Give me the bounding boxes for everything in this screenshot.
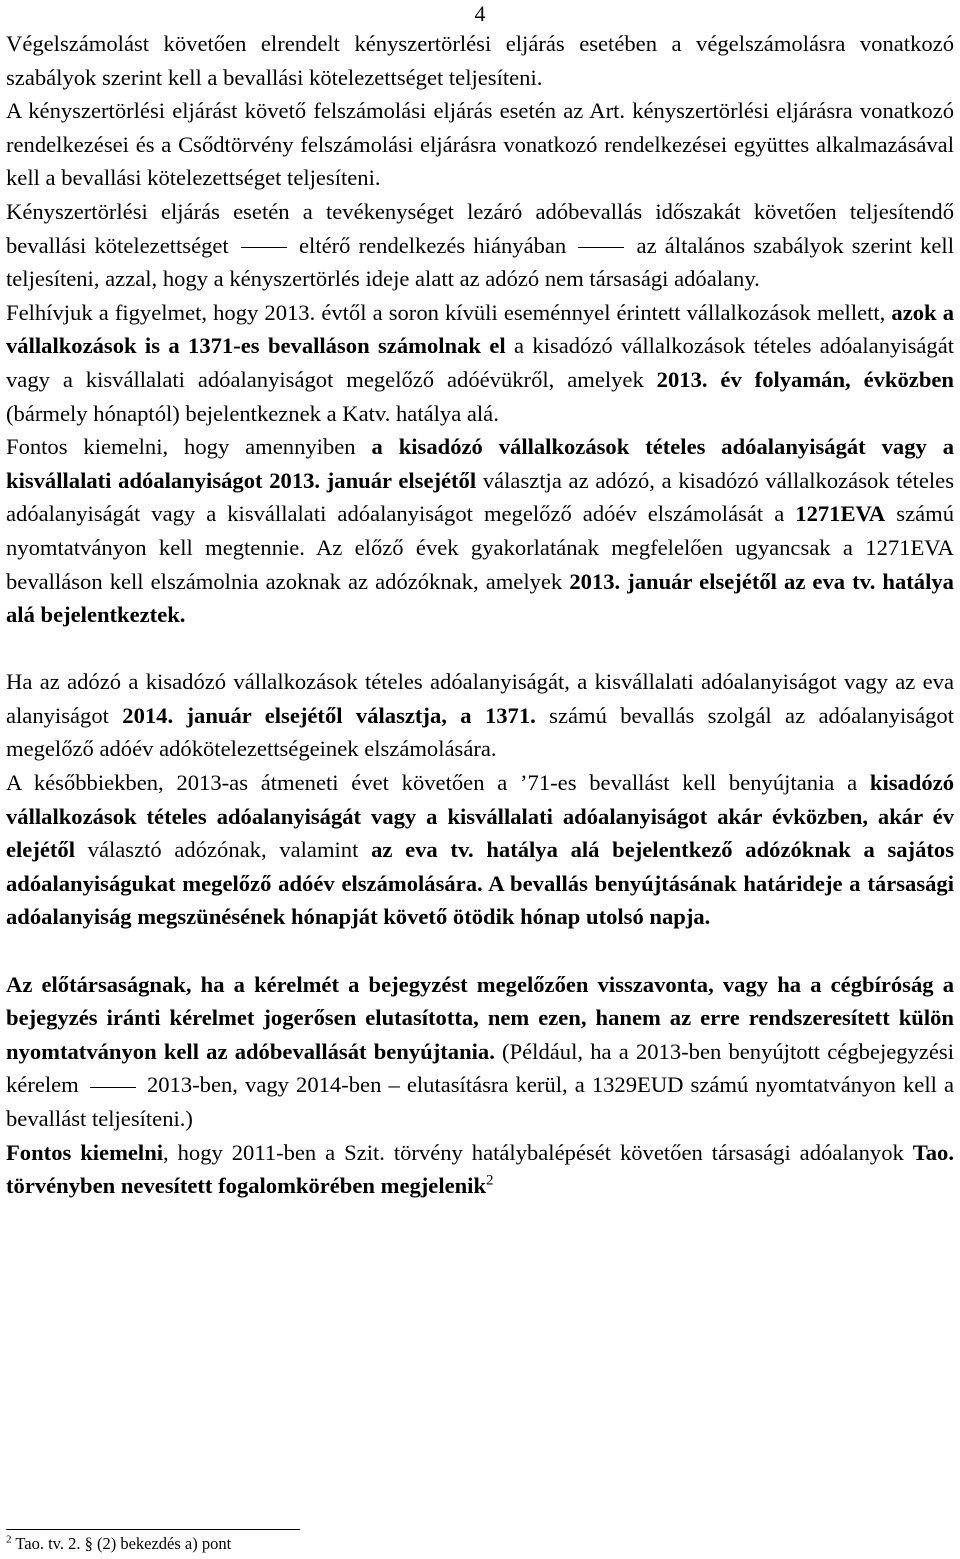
p4-text-a: Felhívjuk a figyelmet, hogy 2013. évtől a soron kívüli eseménnyel érintett vállalkozások mellett, bbox=[6, 299, 892, 325]
p4-bold-b: azok a vállalkozások is a 1371-es bevalláson számolnak el bbox=[6, 299, 954, 359]
p7-text-a: A későbbiekben, 2013-as átmeneti évet követően a ’71-es bevallást kell benyújtania a bbox=[6, 770, 870, 796]
paragraph-8 bbox=[6, 968, 954, 1136]
em-dash bbox=[90, 1087, 136, 1088]
footnote-reference[interactable]: 2 bbox=[486, 1172, 494, 1189]
p3-text-b: eltérő rendelkezés hiányában bbox=[299, 232, 567, 258]
p3-text-a: Kényszertörlési eljárás esetén a tevékenységet lezáró adóbevallás időszakát követően teljesítendő bevallási kötelezettséget bbox=[6, 198, 954, 258]
footnote-divider bbox=[6, 1529, 300, 1530]
footnote bbox=[6, 1533, 231, 1555]
p9-bold-c: Tao. törvényben nevesített fogalomkörében megjelenik bbox=[6, 1139, 955, 1199]
p7-bold-d: az eva tv. hatálya alá bejelentkező adózóknak a sajátos adóalanyiságukat megelőző adóév elszámolására. A bevallás benyújtásának határideje a társasági adóalanyiság megszünésének hónapját követő ötödik hónap utolsó napja. bbox=[6, 837, 954, 930]
paragraph-3 bbox=[6, 195, 954, 296]
paragraph-2: A kényszertörlési eljárást követő felszámolási eljárás esetén az Art. kényszertörlési eljárásra vonatkozó rendelkezései és a Csődtörvény felszámolási eljárásra vonatkozó rendelkezései együttes alkalmazásával kell a bevallási kötelezettséget teljesíteni. bbox=[6, 98, 954, 191]
p7-bold-b: kisadózó vállalkozások tételes adóalanyiságát vagy a kisvállalati adóalanyiságot akár évközben, akár év elejétől bbox=[6, 770, 954, 863]
p6-text-a: Ha az adózó a kisadózó vállalkozások tételes adóalanyiságát, a kisvállalati adóalanyiságot vagy az eva alanyiságot bbox=[6, 669, 954, 728]
p5-text-e: számú nyomtatványon kell megtennie. Az előző évek gyakorlatának megfelelően ugyancsak a 1271EVA bevalláson kell elszámolnia azoknak az adózóknak, amelyek bbox=[6, 501, 954, 594]
paragraph-gap bbox=[6, 934, 954, 968]
document-body bbox=[6, 27, 954, 1203]
p4-text-c: a kisadózó vállalkozások tételes adóalanyiságát vagy a kisvállalati adóalanyiságot megelőző adóévükről, amelyek bbox=[6, 333, 954, 392]
p4-text-e: (bármely hónaptól) bejelentkeznek a Katv. hatálya alá. bbox=[6, 400, 499, 426]
p6-bold-b: 2014. január elsejétől választja, a 1371. bbox=[122, 702, 536, 728]
p3-text-c: az általános szabályok szerint kell teljesíteni, azzal, hogy a kényszertörlés ideje alatt az adózó nem társasági adóalany. bbox=[6, 232, 954, 292]
em-dash bbox=[578, 247, 624, 248]
paragraph-6 bbox=[6, 665, 954, 766]
p5-bold-d: 1271EVA bbox=[795, 501, 886, 527]
footnote-text: Tao. tv. 2. § (2) bekezdés a) pont bbox=[11, 1534, 232, 1553]
p5-bold-f: 2013. január elsejétől az eva tv. hatálya alá bejelentkeztek. bbox=[6, 568, 954, 628]
page-number: 4 bbox=[474, 1, 486, 26]
footnote-mark: 2 bbox=[6, 1533, 12, 1546]
p5-text-a: Fontos kiemelni, hogy amennyiben bbox=[6, 434, 372, 460]
paragraph-9 bbox=[6, 1136, 954, 1203]
paragraph-gap bbox=[6, 632, 954, 666]
p4-bold-d: 2013. év folyamán, évközben bbox=[656, 366, 954, 392]
p6-text-c: számú bevallás szolgál az adóalanyiságot megelőző adóév adókötelezettségeinek elszámolására. bbox=[6, 702, 954, 762]
paragraph-7 bbox=[6, 766, 954, 934]
p5-text-c: választja az adózó, a kisadózó vállalkozások tételes adóalanyiságát vagy a kisvállalati adóalanyiságot megelőző adóév elszámolását a bbox=[6, 467, 954, 527]
p8-text-b: (Például, ha a 2013-ben benyújtott cégbejegyzési kérelem bbox=[6, 1038, 954, 1098]
p5-bold-b: a kisadózó vállalkozások tételes adóalanyiságát vagy a kisvállalati adóalanyiságot 2013. január elsejétől bbox=[6, 434, 954, 493]
em-dash bbox=[241, 247, 287, 248]
p7-text-c: választó adózónak, valamint bbox=[74, 837, 372, 863]
p8-bold-a: Az előtársaságnak, ha a kérelmét a bejegyzést megelőzően visszavonta, vagy ha a cégbíróság a bejegyzés iránti kérelmet jogerősen elutasította, nem ezen, hanem az erre rendszeresített külön nyomtatványon kell az adóbevallását benyújtania. bbox=[6, 971, 954, 1064]
paragraph-5 bbox=[6, 430, 954, 632]
paragraph-4 bbox=[6, 296, 954, 430]
p9-bold-a: Fontos kiemelni bbox=[6, 1139, 164, 1165]
p8-text-c: 2013-ben, vagy 2014-ben – elutasításra kerül, a 1329EUD számú nyomtatványon kell a bevallást teljesíteni.) bbox=[6, 1072, 955, 1131]
paragraph-1: Végelszámolást követően elrendelt kényszertörlési eljárás esetében a végelszámolásra vonatkozó szabályok szerint kell a bevallási kötelezettséget teljesíteni. bbox=[6, 31, 954, 90]
p9-text-b: , hogy 2011-ben a Szit. törvény hatálybalépését követően társasági adóalanyok bbox=[163, 1139, 913, 1165]
